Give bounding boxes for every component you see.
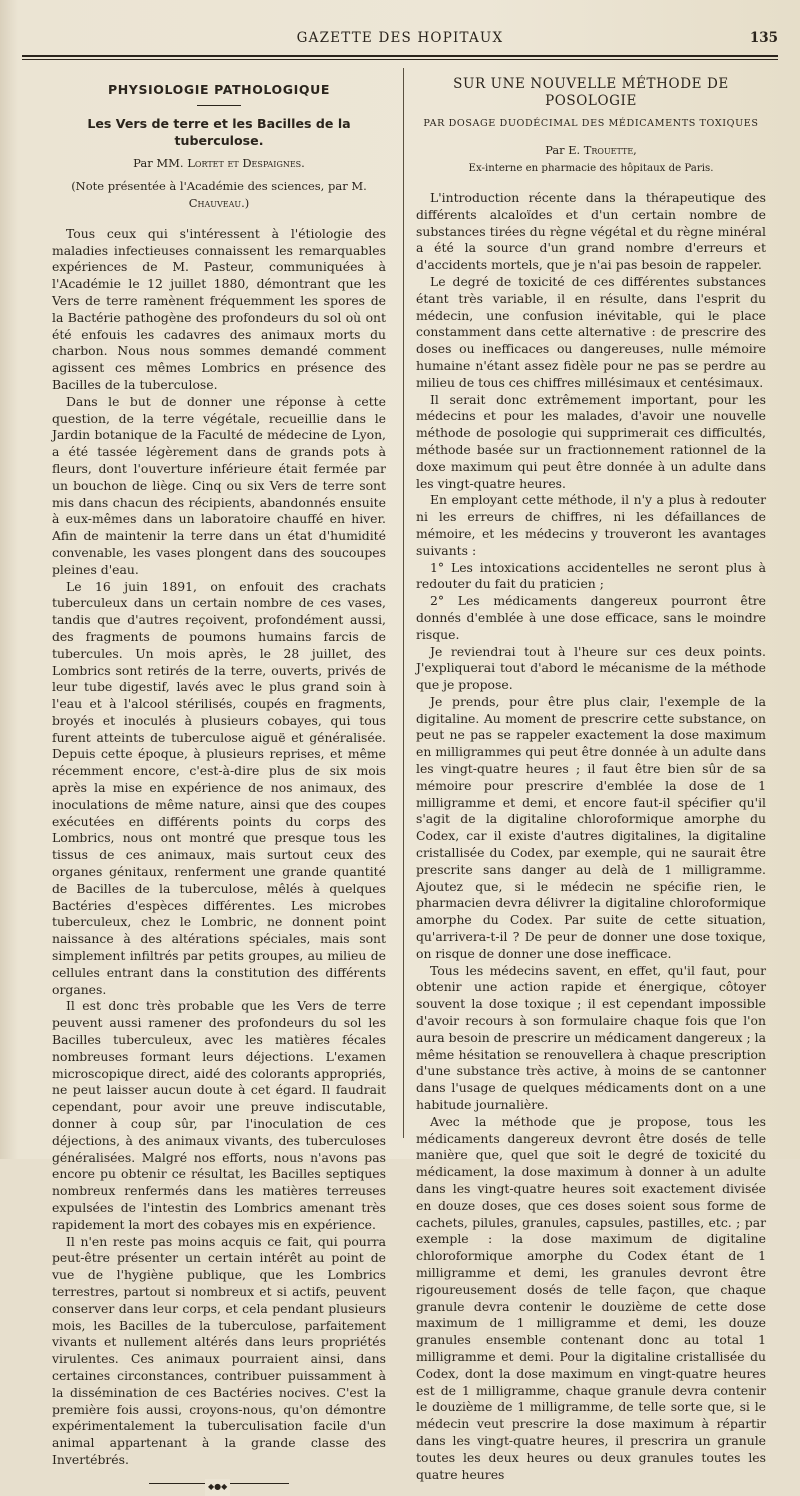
byline-prefix: Par E. (545, 143, 584, 158)
page-number: 135 (749, 30, 778, 46)
paragraph: Le degré de toxicité de ces différentes substances étant très variable, il en résulte, dans l'esprit du médecin, une confusion inévitable, qui le place constamment dans cette alternative : de prescrire des doses ou inefficaces ou dangereuses, nulle mémoire humaine n'étant assez fidèle pour ne pas se perdre au milieu de tous ces chiffres millésimaux et centésimaux. (416, 273, 766, 390)
header-rule (22, 55, 778, 57)
presentation-note (52, 178, 386, 212)
paragraph: Je prends, pour être plus clair, l'exemple de la digitaline. Au moment de prescrire cette substance, on peut ne pas se rappeler exactement la dose maximum en milligrammes qui peut être donnée à un adulte dans les vingt-quatre heures ; il faut être bien sûr de sa mémoire pour prescrire d'emblée la dose de 1 milligramme et demi, et encore faut-il spécifier qu'il s'agit de la digitaline chloroformique amorphe du Codex, car il existe d'autres digitalines, la digitaline cristallisée du Codex, par exemple, qui ne saurait être prescrite sans danger au delà de 1 milligramme. Ajoutez que, si le médecin ne spécifie rien, le pharmacien devra délivrer la digitaline chloroformique amorphe du Codex. Par suite de cette situation, qu'arrivera-t-il ? De peur de donner une dose toxique, on risque de donner une dose inefficace. (416, 693, 766, 961)
byline-authors: Lortet et Despaignes. (187, 156, 305, 171)
left-column (52, 76, 386, 1491)
section-rule (197, 105, 241, 106)
article-byline (416, 142, 766, 159)
paragraph: Il serait donc extrêmement important, pour les médecins et pour les malades, d'avoir une nouvelle méthode de posologie qui supprimerait ces difficultés, méthode basée sur un fractionnement rationnel de la doxe maximum qui peut être donnée à un adulte dans les vingt-quatre heures. (416, 391, 766, 491)
article-subtitle: PAR DOSAGE DUODÉCIMAL DES MÉDICAMENTS TOXIQUES (423, 117, 759, 129)
header-rule-thin (22, 59, 778, 60)
paragraph: Il est donc très probable que les Vers de terre peuvent aussi ramener des profondeurs du sol les Bacilles tuberculeux, avec les matières fécales nombreuses formant leurs déjections. L'examen microscopique direct, aidé des colorants appropriés, ne peut laisser aucun doute à cet égard. Il faudrait cependant, pour avoir une preuve indiscutable, donner à coup sûr, par l'inoculation de ces déjections, à des animaux vivants, des tuberculoses généralisées. Malgré nos efforts, nous n'avons pas encore pu obtenir ce résultat, les Bacilles septiques nombreux renfermés dans les matières terreuses expulsées de l'intestin des Lombrics amenant très rapidement la mort des cobayes mis en expérience. (52, 998, 386, 1232)
article-title: Les Vers de terre et les Bacilles de la tuberculose. (87, 115, 351, 148)
paragraph: Avec la méthode que je propose, tous les médicaments dangereux devront être dosés de telle manière que, quel que soit le degré de toxicité du médicament, la dose maximum à donner à un adulte dans les vingt-quatre heures soit exactement divisée en douze doses, que ces doses soient sous forme de cachets, pilules, granules, capsules, pastilles, etc. ; par exemple : la dose maximum de digitaline chloroformique amorphe du Codex étant de 1 milligramme et demi, les granules devront être rigoureusement dosés de telle façon, que chaque granule devra contenir le douzième de cette dose maximum de 1 milligramme et demi, les douze granules ensemble contenant donc au total 1 milligramme et demi. Pour la digitaline cristallisée du Codex, dont la dose maximum en vingt-quatre heures est de 1 milligramme, chaque granule devra contenir le douzième de 1 milligramme, de telle sorte que, si le médecin veut prescrire la dose maximum à répartir dans les vingt-quatre heures, il prescrira un granule toutes les deux heures ou deux granules toutes les quatre heures (416, 1113, 766, 1482)
page-header (22, 30, 778, 52)
paragraph: En employant cette méthode, il n'y a plus à redouter ni les erreurs de chiffres, ni les défaillances de mémoire, et les médecins y trouveront les avantages suivants : (416, 492, 766, 558)
right-column (416, 76, 766, 1483)
paragraph: 2° Les médicaments dangereux pourront être donnés d'emblée à une dose efficace, sans le moindre risque. (416, 593, 766, 642)
article-byline (52, 155, 386, 172)
ornament-glyph: ◆●◆ (205, 1479, 230, 1496)
paragraph: L'introduction récente dans la thérapeutique des différents alcaloïdes et d'un certain nombre de substances tirées du règne végétal et du règne minéral a été la source d'un grand nombre d'erreurs et d'accidents mortels, que je n'ai pas besoin de rappeler. (416, 189, 766, 273)
paragraph: Tous ceux qui s'intéressent à l'étiologie des maladies infectieuses connaissent les remarquables expériences de M. Pasteur, communiquées à l'Académie le 12 juillet 1880, démontrant que les Vers de terre ramènent fréquemment les spores de la Bactérie pathogène des profondeurs du sol où ont été enfouis les cadavres des animaux morts du charbon. Nous nous sommes demandé comment agissent ces mêmes Lombrics en présence des Bacilles de la tuberculose. (52, 225, 386, 392)
note-presenter: Chauveau. (188, 195, 245, 210)
article-end-ornament (149, 1481, 289, 1491)
byline-author: Trouette, (583, 143, 637, 158)
paragraph: Le 16 juin 1891, on enfouit des crachats tuberculeux dans un certain nombre de ces vases, tandis que d'autres reçoivent, profondément aussi, des fragments de poumons humains farcis de tubercules. Un mois après, le 28 juillet, des Lombrics sont retirés de la terre, ouverts, privés de leur tube digestif, lavés avec le plus grand soin à l'eau et à l'alcool stérilisés, coupés en fragments, broyés et inoculés à plusieurs cobayes, qui tous furent atteints de tuberculose aiguë et généralisée. Depuis cette époque, à plusieurs reprises, et même récemment encore, c'est-à-dire plus de six mois après la mise en expérience de nos animaux, des inoculations de même nature, ainsi que des coupes exécutées en différents points du corps des Lombrics, nous ont montré que presque tous les tissus de ces animaux, mais surtout ceux des organes génitaux, renferment une grande quantité de Bacilles de la tuberculose, mêlés à quelques Bactéries d'espèces différentes. Les microbes tuberculeux, chez le Lombric, ne donnent point naissance à des altérations spéciales, mais sont simplement infiltrés par petits groupes, au milieu de cellules entrant dans la constitution des différents organes. (52, 578, 386, 997)
paragraph: 1° Les intoxications accidentelles ne seront plus à redouter du fait du praticien ; (416, 559, 766, 592)
note-text: (Note présentée à l'Académie des sciences, par M. (71, 179, 367, 194)
paragraph: Il n'en reste pas moins acquis ce fait, qui pourra peut-être présenter un certain intérêt au point de vue de l'hygiène publique, que les Lombrics terrestres, partout si nombreux et si actifs, peuvent conserver dans leur corps, et cela pendant plusieurs mois, les Bacilles de la tuberculose, parfaitement vivants et nullement altérés dans leurs propriétés virulentes. Ces animaux pourraient ainsi, dans certaines circonstances, contribuer puissamment à la dissémination de ces Bactéries nocives. C'est la première fois aussi, croyons-nous, qu'on démontre expérimentalement la tuberculisation facile d'un animal appartenant à la grande classe des Invertébrés. (52, 1233, 386, 1467)
paragraph: Dans le but de donner une réponse à cette question, de la terre végétale, recueillie dans le Jardin botanique de la Faculté de médecine de Lyon, a été tassée légèrement dans de grands pots à fleurs, dont l'ouverture inférieure était fermée par un bouchon de liège. Cinq ou six Vers de terre sont mis dans chacun des récipients, abandonnés ensuite à eux-mêmes dans un laboratoire chauffé en hiver. Afin de maintenir la terre dans un état d'humidité convenable, les vases plongent dans des soucoupes pleines d'eau. (52, 393, 386, 577)
journal-title: GAZETTE DES HOPITAUX (296, 30, 504, 46)
paragraph: Je reviendrai tout à l'heure sur ces deux points. J'expliquerai tout d'abord le mécanisme de la méthode que je propose. (416, 643, 766, 693)
column-divider (403, 68, 404, 1138)
note-close: ) (244, 195, 250, 210)
section-heading: PHYSIOLOGIE PATHOLOGIQUE (107, 82, 330, 97)
article-title: SUR UNE NOUVELLE MÉTHODE DE POSOLOGIE (453, 76, 729, 109)
author-affiliation: Ex-interne en pharmacie des hôpitaux de Paris. (468, 163, 714, 175)
byline-prefix: Par MM. (133, 156, 188, 171)
paragraph: Tous les médecins savent, en effet, qu'il faut, pour obtenir une action rapide et énergique, côtoyer souvent la dose toxique ; il est cependant impossible d'avoir recours à son formulaire chaque fois que l'on aura besoin de prescrire un médicament dangereux ; la même hésitation se renouvellera à chaque prescription d'une substance très active, à moins de se cantonner dans l'usage de quelques médicaments dont on a une habitude journalière. (416, 962, 766, 1113)
